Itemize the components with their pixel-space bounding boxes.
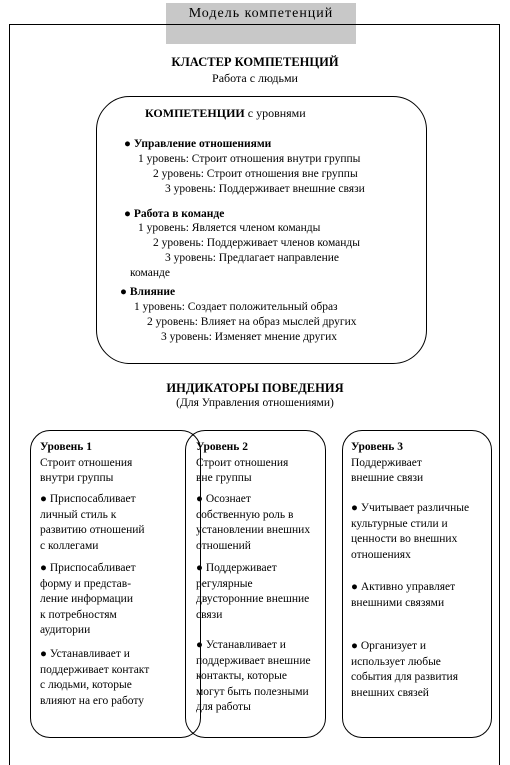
indicator-line: с людьми, которые <box>40 679 132 691</box>
indicator-line: Приспосабливает <box>49 493 136 505</box>
level-desc-line: внутри группы <box>40 472 114 484</box>
indicator-line: события для развития <box>351 671 458 683</box>
level-heading: Уровень 1 <box>40 441 93 453</box>
competency-level: 3 уровень: Изменяет мнение других <box>161 331 337 343</box>
indicator-line: отношениях <box>351 548 411 561</box>
level-desc-line: вне группы <box>196 472 252 484</box>
competency-name: Работа в команде <box>133 208 225 220</box>
level-desc-line: внешние связи <box>351 472 424 484</box>
indicator-line: развитию отношений <box>40 524 145 536</box>
competency-level: 3 уровень: Предлагает направление <box>165 252 339 264</box>
competency-level: 2 уровень: Влияет на образ мыслей других <box>147 316 357 328</box>
indicator-line: Организует и <box>360 640 427 652</box>
indicator-line: для работы <box>196 701 251 713</box>
level-desc-line: Строит отношения <box>196 456 289 469</box>
indicator-line: Осознает <box>205 493 251 505</box>
indicator-line: двусторонние внешние <box>196 593 310 605</box>
indicator-item: ● Устанавливает и поддерживает контакт с людьми, которые влияют на его работу <box>40 647 149 709</box>
indicator-line: ценности во внешних <box>351 533 458 545</box>
indicator-line: внешних связей <box>351 686 429 699</box>
indicator-item: ● Активно управляет внешними связями <box>351 580 455 611</box>
indicator-line: с коллегами <box>40 539 99 552</box>
indicator-item: ● Организует и использует любые события для развития внешних связей <box>351 639 458 701</box>
indicator-item: ● Учитывает различные культурные стили и ценности во внешних отношениях <box>351 501 469 563</box>
competency-level-cont: команде <box>130 267 170 279</box>
competency-group-3: ● Влияние <box>120 286 176 298</box>
indicator-line: контакты, которые <box>196 670 287 682</box>
indicator-line: Устанавливает и <box>205 639 286 651</box>
indicator-line: связи <box>196 608 223 621</box>
indicator-line: влияют на его работу <box>40 694 145 707</box>
competency-group-1: ● Управление отношениями <box>124 138 272 150</box>
competencies-heading-bold: КОМПЕТЕНЦИИ <box>145 106 245 120</box>
indicator-item: ● Поддерживает регулярные двусторонние внешние связи <box>196 561 309 623</box>
indicator-line: внешними связями <box>351 596 445 609</box>
competency-level: 3 уровень: Поддерживает внешние связи <box>165 183 365 195</box>
level-heading: Уровень 2 <box>196 441 249 453</box>
indicator-line: Устанавливает и <box>49 648 130 660</box>
indicator-line: собственную роль в <box>196 508 294 521</box>
indicator-line: могут быть полезными <box>196 685 309 698</box>
cluster-subtitle: Работа с людьми <box>212 71 298 85</box>
indicators-subtitle: (Для Управления отношениями) <box>176 397 334 409</box>
model-title: Модель компетенций <box>188 6 334 21</box>
indicator-line: культурные стили и <box>351 517 448 530</box>
level-2-column <box>196 440 326 730</box>
competency-level: 2 уровень: Строит отношения вне группы <box>153 168 358 180</box>
indicator-line: ление информации <box>40 593 133 605</box>
cluster-title: КЛАСТЕР КОМПЕТЕНЦИЙ <box>171 55 339 69</box>
indicator-line: установлении внешних <box>196 524 311 536</box>
indicator-line: Поддерживает <box>205 562 277 574</box>
indicator-line: поддерживает контакт <box>40 663 150 676</box>
level-heading: Уровень 3 <box>351 441 404 453</box>
indicator-item: ● Приспосабливает личный стиль к развитию отношений с коллегами <box>40 492 145 554</box>
indicator-line: личный стиль к <box>40 508 117 521</box>
indicator-line: использует любые <box>351 655 441 668</box>
indicator-line: аудитории <box>40 624 91 636</box>
indicator-line: форму и представ- <box>40 577 132 590</box>
indicator-line: Учитывает различные <box>360 502 470 514</box>
indicator-item: ● Приспосабливает форму и представ- ление информации к потребностям аудитории <box>40 561 136 639</box>
competencies-heading-rest: с уровнями <box>247 106 306 120</box>
competency-name: Влияние <box>129 286 176 298</box>
indicator-item: ● Устанавливает и поддерживает внешние контакты, которые могут быть полезными для работы <box>196 638 311 716</box>
competency-name: Управление отношениями <box>133 138 272 150</box>
competencies-heading <box>145 106 306 121</box>
indicator-line: регулярные <box>196 577 253 590</box>
indicator-line: Активно управляет <box>360 581 456 593</box>
competency-level: 2 уровень: Поддерживает членов команды <box>153 237 360 249</box>
indicator-line: Приспосабливает <box>49 562 136 574</box>
indicator-item: ● Осознает собственную роль в установлении внешних отношений <box>196 492 310 554</box>
competency-group-2: ● Работа в команде <box>124 208 225 220</box>
level-desc-line: Поддерживает <box>351 456 422 469</box>
indicator-line: к потребностям <box>40 608 117 621</box>
level-3-column <box>351 440 491 730</box>
level-desc-line: Строит отношения <box>40 456 133 469</box>
indicators-title: ИНДИКАТОРЫ ПОВЕДЕНИЯ <box>166 381 344 395</box>
indicator-line: отношений <box>196 539 251 552</box>
level-1-column <box>40 440 198 730</box>
competency-level: 1 уровень: Строит отношения внутри группы <box>138 153 361 165</box>
competency-level: 1 уровень: Создает положительный образ <box>134 301 338 313</box>
competency-level: 1 уровень: Является членом команды <box>138 222 321 234</box>
indicator-line: поддерживает внешние <box>196 654 311 667</box>
